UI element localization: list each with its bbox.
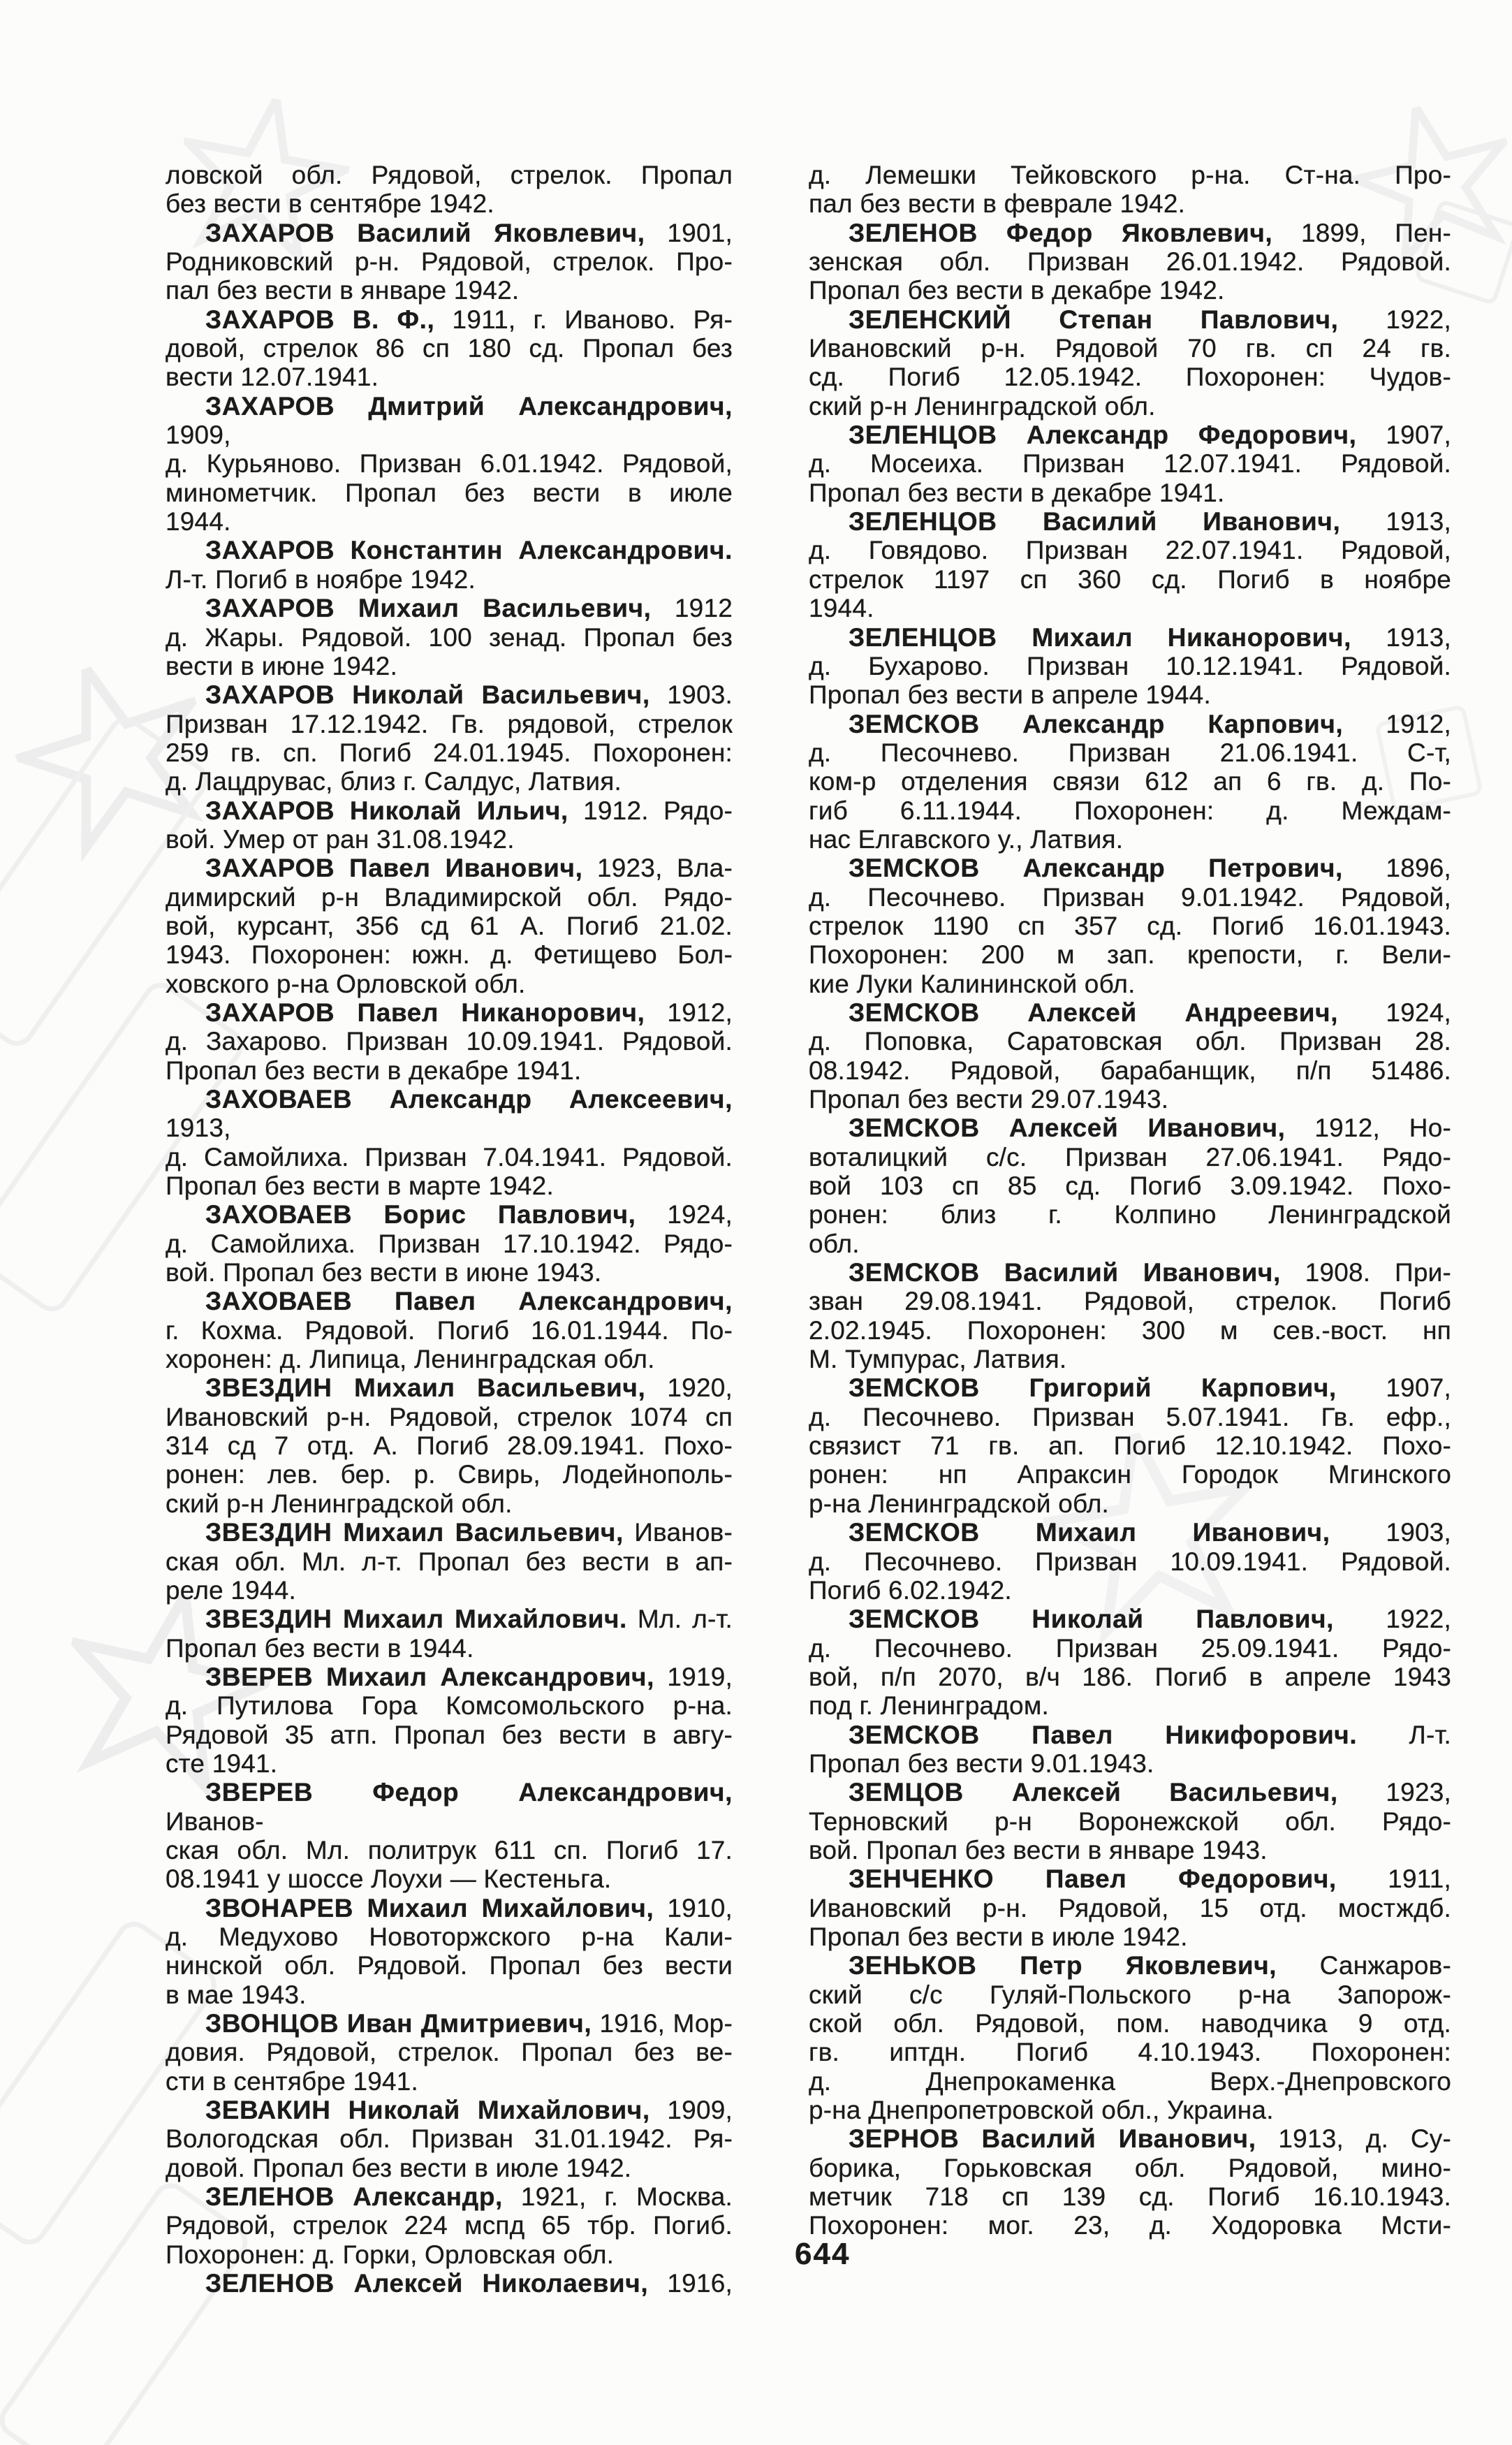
text-line: 2.02.1945. Похоронен: 300 м сев.-вост. нп bbox=[809, 1315, 1451, 1345]
text-line: ский р-н Ленинградской обл. bbox=[166, 1489, 513, 1518]
entry-first-line: ЗЕЛЕНОВ Федор Яковлевич, 1899, Пен- bbox=[849, 218, 1452, 247]
text-line: пал без вести в феврале 1942. bbox=[809, 189, 1186, 219]
entry-first-line: ЗАХАРОВ Михаил Васильевич, 1912 bbox=[205, 594, 733, 623]
text-line: нас Елгавского у., Латвия. bbox=[809, 824, 1124, 854]
text-line: 08.1942. Рядовой, барабанщик, п/п 51486. bbox=[809, 1056, 1451, 1085]
entry-first-line: ЗЕЛЕНОВ Алексей Николаевич, 1916, bbox=[205, 2269, 733, 2298]
text-line: 1943. Похоронен: южн. д. Фетищево Бол- bbox=[166, 940, 733, 970]
text-line: вой. Умер от ран 31.08.1942. bbox=[166, 824, 515, 854]
entry-name: ЗЕМСКОВ Григорий Карпович, bbox=[849, 1373, 1337, 1403]
text-line: Ивановский р-н. Рядовой 70 гв. сп 24 гв. bbox=[809, 334, 1451, 363]
text-line: гв. иптдн. Погиб 4.10.1943. Похоронен: bbox=[809, 2038, 1451, 2067]
entry-first-line: ЗЕРНОВ Василий Иванович, 1913, д. Су- bbox=[849, 2124, 1451, 2154]
text-line: связист 71 гв. ап. Погиб 12.10.1942. Похо- bbox=[809, 1431, 1451, 1461]
entry-first-line: ЗЕНЧЕНКО Павел Федорович, 1911, bbox=[849, 1864, 1452, 1894]
entry-first-line: ЗЕМСКОВ Александр Петрович, 1896, bbox=[849, 854, 1452, 883]
text-line: довия. Рядовой, стрелок. Пропал без ве- bbox=[166, 2038, 733, 2067]
text-line: ская обл. Мл. политрук 611 сп. Погиб 17. bbox=[166, 1835, 733, 1864]
text-line: д. Лемешки Тейковского р-на. Ст-на. Про- bbox=[809, 161, 1451, 189]
text-line: борика, Горьковская обл. Рядовой, мино- bbox=[809, 2153, 1451, 2182]
entry-first-line: ЗАХАРОВ Николай Ильич, 1912. Рядо- bbox=[205, 796, 733, 825]
entry-first-line: ЗАХАРОВ Павел Иванович, 1923, Вла- bbox=[205, 854, 733, 883]
entry-first-line: ЗЕЛЕНСКИЙ Степан Павлович, 1922, bbox=[849, 305, 1451, 334]
entry-name: ЗЕЛЕНЦОВ Михаил Никанорович, bbox=[849, 622, 1351, 652]
entry-name: ЗЕМСКОВ Александр Петрович, bbox=[849, 854, 1343, 883]
text-line: Призван 17.12.1942. Гв. рядовой, стрелок bbox=[166, 709, 733, 738]
entry-name: ЗЕМСКОВ Павел Никифорович. bbox=[849, 1720, 1358, 1749]
text-line: д. Песочнево. Призван 9.01.1942. Рядовой, bbox=[809, 882, 1451, 912]
text-line: ком-р отделения связи 612 ап 6 гв. д. По- bbox=[809, 767, 1451, 796]
text-line: кие Луки Калининской обл. bbox=[809, 969, 1136, 998]
text-line: д. Медухово Новоторжского р-на Кали- bbox=[166, 1922, 733, 1951]
entry-first-line: ЗЕВАКИН Николай Михайлович, 1909, bbox=[205, 2096, 733, 2125]
text-line: минометчик. Пропал без вести в июле bbox=[166, 478, 733, 507]
text-line: Пропал без вести 9.01.1943. bbox=[809, 1749, 1154, 1778]
entry-first-line: ЗВОНЦОВ Иван Дмитриевич, 1916, Мор- bbox=[205, 2009, 733, 2038]
entry-first-line: ЗЕМЦОВ Алексей Васильевич, 1923, bbox=[849, 1778, 1451, 1807]
entry-name: ЗАХАРОВ Дмитрий Александрович, bbox=[205, 391, 733, 421]
text-line: без вести в сентябре 1942. bbox=[166, 189, 494, 219]
text-line: Погиб 6.02.1942. bbox=[809, 1575, 1012, 1605]
text-line: д. Самойлиха. Призван 7.04.1941. Рядовой. bbox=[166, 1142, 733, 1172]
text-line: вой, курсант, 356 сд 61 А. Погиб 21.02. bbox=[166, 911, 733, 940]
entry-first-line: ЗАХАРОВ В. Ф., 1911, г. Иваново. Ря- bbox=[205, 305, 733, 334]
text-line: воталицкий с/с. Призван 27.06.1941. Рядо- bbox=[809, 1142, 1451, 1172]
text-line: д. Захарово. Призван 10.09.1941. Рядовой. bbox=[166, 1027, 733, 1056]
entry-name: ЗВОНЦОВ Иван Дмитриевич, bbox=[205, 2009, 592, 2038]
entry-name: ЗЕЛЕНЦОВ Александр Федорович, bbox=[849, 421, 1357, 450]
text-column-right bbox=[809, 161, 1451, 2240]
text-line: довой. Пропал без вести в июле 1942. bbox=[166, 2153, 632, 2182]
text-line: Похоронен: 200 м зап. крепости, г. Вели- bbox=[809, 940, 1451, 970]
entry-name: ЗАХАРОВ Павел Иванович, bbox=[205, 854, 583, 883]
entry-first-line: ЗЕМСКОВ Александр Карпович, 1912, bbox=[849, 709, 1451, 738]
text-column-left bbox=[166, 161, 733, 2298]
entry-name: ЗЕЛЕНОВ Алексей Николаевич, bbox=[205, 2269, 649, 2298]
entry-first-line: ЗАХАРОВ Дмитрий Александрович, 1909, bbox=[166, 391, 733, 450]
entry-name: ЗЕЛЕНОВ Александр, bbox=[205, 2182, 503, 2212]
text-line: гиб 6.11.1944. Похоронен: д. Междам- bbox=[809, 796, 1451, 825]
text-line: д. Песочнево. Призван 10.09.1941. Рядовой. bbox=[809, 1547, 1451, 1576]
entry-first-line: ЗАХАРОВ Павел Никанорович, 1912, bbox=[205, 998, 733, 1027]
text-line: обл. bbox=[809, 1229, 860, 1258]
text-line: довой, стрелок 86 сп 180 сд. Пропал без bbox=[166, 334, 733, 363]
entry-name: ЗЕМСКОВ Александр Карпович, bbox=[849, 709, 1344, 738]
entry-first-line: ЗВОНАРЕВ Михаил Михайлович, 1910, bbox=[205, 1893, 733, 1922]
entry-first-line bbox=[166, 536, 733, 564]
text-line: д. Жары. Рядовой. 100 зенад. Пропал без bbox=[166, 622, 733, 652]
text-line: Пропал без вести в декабре 1941. bbox=[809, 478, 1225, 507]
text-line: ский с/с Гуляй-Польского р-на Запорож- bbox=[809, 1980, 1451, 2009]
entry-first-line: ЗВЕРЕВ Федор Александрович, Иванов- bbox=[166, 1778, 733, 1836]
text-line: 1944. bbox=[809, 594, 874, 623]
text-line: Рядовой 35 атп. Пропал без вести в авгу- bbox=[166, 1720, 733, 1749]
entry-name: ЗЕМСКОВ Михаил Иванович, bbox=[849, 1518, 1330, 1547]
entry-name: ЗАХАРОВ Василий Яковлевич, bbox=[205, 218, 645, 247]
entry-name: ЗАХАРОВ Николай Ильич, bbox=[205, 796, 568, 825]
text-line: под г. Ленинградом. bbox=[809, 1691, 1049, 1721]
text-line: д. Поповка, Саратовская обл. Призван 28. bbox=[809, 1027, 1451, 1056]
text-line: ронен: лев. бер. р. Свирь, Лодейнополь- bbox=[166, 1460, 733, 1489]
entry-first-line: ЗЕМСКОВ Григорий Карпович, 1907, bbox=[849, 1373, 1451, 1403]
entry-first-line: ЗАХАРОВ Николай Васильевич, 1903. bbox=[205, 680, 733, 710]
entry-first-line: ЗЕМСКОВ Василий Иванович, 1908. При- bbox=[849, 1258, 1451, 1287]
text-line: вести в июне 1942. bbox=[166, 651, 398, 680]
text-line: Пропал без вести в апреле 1944. bbox=[809, 680, 1211, 710]
text-line: ской обл. Рядовой, пом. наводчика 9 отд. bbox=[809, 2009, 1451, 2038]
entry-first-line: ЗЕЛЕНЦОВ Василий Иванович, 1913, bbox=[849, 507, 1452, 537]
entry-name: ЗВЕЗДИН Михаил Васильевич, bbox=[205, 1373, 646, 1403]
text-line: зенская обл. Призван 26.01.1942. Рядовой. bbox=[809, 247, 1451, 277]
text-line: метчик 718 сп 139 сд. Погиб 16.10.1943. bbox=[809, 2182, 1451, 2212]
text-line: д. Бухарово. Призван 10.12.1941. Рядовой. bbox=[809, 651, 1451, 680]
text-line: Рядовой, стрелок 224 мспд 65 тбр. Погиб. bbox=[166, 2211, 733, 2240]
entry-first-line: ЗЕЛЕНОВ Александр, 1921, г. Москва. bbox=[205, 2182, 733, 2212]
entry-name: ЗАХАРОВ Павел Никанорович, bbox=[205, 998, 645, 1027]
text-line: Родниковский р-н. Рядовой, стрелок. Про- bbox=[166, 247, 733, 277]
entry-first-line: ЗВЕЗДИН Михаил Михайлович. Мл. л-т. bbox=[205, 1605, 733, 1634]
entry-name: ЗЕМЦОВ Алексей Васильевич, bbox=[849, 1778, 1338, 1807]
entry-first-line: ЗАХОВАЕВ Борис Павлович, 1924, bbox=[205, 1200, 733, 1229]
entry-first-line: ЗВЕЗДИН Михаил Васильевич, 1920, bbox=[205, 1373, 733, 1403]
text-line: Похоронен: д. Горки, Орловская обл. bbox=[166, 2240, 615, 2269]
entry-first-line: ЗВЕРЕВ Михаил Александрович, 1919, bbox=[205, 1662, 733, 1691]
entry-name: ЗАХАРОВ Михаил Васильевич, bbox=[205, 594, 652, 623]
entry-first-line: ЗАХОВАЕВ Александр Алексеевич, 1913, bbox=[166, 1085, 733, 1143]
entry-name: ЗВОНАРЕВ Михаил Михайлович, bbox=[205, 1893, 654, 1922]
text-line: димирский р-н Владимирской обл. Рядо- bbox=[166, 882, 733, 912]
text-line: 259 гв. сп. Погиб 24.01.1945. Похоронен: bbox=[166, 738, 733, 767]
text-line: вой, п/п 2070, в/ч 186. Погиб в апреле 1943 bbox=[809, 1662, 1451, 1691]
entry-name: ЗЕМСКОВ Алексей Иванович, bbox=[849, 1114, 1286, 1143]
text-line: Ивановский р-н. Рядовой, 15 отд. мостждб. bbox=[809, 1893, 1451, 1922]
text-line: г. Кохма. Рядовой. Погиб 16.01.1944. По- bbox=[166, 1315, 733, 1345]
entry-first-line: ЗЕМСКОВ Николай Павлович, 1922, bbox=[849, 1605, 1451, 1634]
text-line: д. Курьяново. Призван 6.01.1942. Рядовой, bbox=[166, 449, 733, 479]
text-line: в мае 1943. bbox=[166, 1980, 307, 2009]
entry-name: ЗВЕЗДИН Михаил Васильевич, bbox=[205, 1518, 624, 1547]
entry-name: ЗЕВАКИН Николай Михайлович, bbox=[205, 2096, 650, 2125]
text-line: Пропал без вести в декабре 1941. bbox=[166, 1056, 582, 1085]
text-line: ронен: близ г. Колпино Ленинградской bbox=[809, 1200, 1451, 1229]
text-line: нинской обл. Рядовой. Пропал без вести bbox=[166, 1951, 733, 1980]
text-line: д. Днепрокаменка Верх.-Днепровского bbox=[809, 2066, 1451, 2096]
text-line: вой 103 сп 85 сд. Погиб 3.09.1942. Похо- bbox=[809, 1172, 1451, 1201]
entry-first-line: ЗАХАРОВ Василий Яковлевич, 1901, bbox=[205, 218, 733, 247]
text-line: сти в сентябре 1941. bbox=[166, 2066, 419, 2096]
text-line: Пропал без вести в декабре 1942. bbox=[809, 276, 1225, 305]
text-line: Пропал без вести в 1944. bbox=[166, 1633, 474, 1663]
text-line: д. Песочнево. Призван 5.07.1941. Гв. ефр., bbox=[809, 1402, 1451, 1431]
entry-name: ЗВЕЗДИН Михаил Михайлович. bbox=[205, 1605, 627, 1634]
entry-name: ЗЕНЧЕНКО Павел Федорович, bbox=[849, 1864, 1337, 1894]
text-line: Вологодская обл. Призван 31.01.1942. Ря- bbox=[166, 2124, 733, 2154]
text-line: 08.1941 у шоссе Лоухи — Кестеньга. bbox=[166, 1864, 612, 1894]
text-line: д. Самойлиха. Призван 17.10.1942. Рядо- bbox=[166, 1229, 733, 1258]
entry-name: ЗАХАРОВ В. Ф., bbox=[205, 305, 435, 334]
text-line: 314 сд 7 отд. А. Погиб 28.09.1941. Похо- bbox=[166, 1431, 733, 1461]
entry-name: ЗЕМСКОВ Василий Иванович, bbox=[849, 1258, 1281, 1287]
entry-first-line: ЗЕЛЕНЦОВ Михаил Никанорович, 1913, bbox=[849, 622, 1451, 652]
entry-first-line: ЗВЕЗДИН Михаил Васильевич, Иванов- bbox=[205, 1518, 733, 1547]
entry-name: ЗЕМСКОВ Николай Павлович, bbox=[849, 1605, 1335, 1634]
text-line: д. Мосеиха. Призван 12.07.1941. Рядовой. bbox=[809, 449, 1451, 479]
text-line: д. Песочнево. Призван 25.09.1941. Рядо- bbox=[809, 1633, 1451, 1663]
text-line: Пропал без вести 29.07.1943. bbox=[809, 1085, 1169, 1114]
text-line: хоронен: д. Липица, Ленинградская обл. bbox=[166, 1345, 655, 1374]
entry-name: ЗЕЛЕНЦОВ Василий Иванович, bbox=[849, 507, 1341, 537]
text-line: ховского р-на Орловской обл. bbox=[166, 969, 526, 998]
text-line: Терновский р-н Воронежской обл. Рядо- bbox=[809, 1807, 1451, 1836]
text-line: ская обл. Мл. л-т. Пропал без вести в ап- bbox=[166, 1547, 733, 1576]
text-line: Л-т. Погиб в ноябре 1942. bbox=[166, 564, 476, 594]
text-line: 1944. bbox=[166, 507, 231, 537]
entry-name: ЗВЕРЕВ Михаил Александрович, bbox=[205, 1662, 655, 1691]
entry-name: ЗЕРНОВ Василий Иванович, bbox=[849, 2124, 1256, 2154]
text-line: д. Лацдрувас, близ г. Салдус, Латвия. bbox=[166, 767, 622, 796]
text-line: сд. Погиб 12.05.1942. Похоронен: Чудов- bbox=[809, 363, 1451, 392]
text-line: Ивановский р-н. Рядовой, стрелок 1074 сп bbox=[166, 1402, 733, 1431]
text-line: р-на Днепропетровской обл., Украина. bbox=[809, 2096, 1274, 2125]
entry-name: ЗАХАРОВ Константин Александрович. bbox=[205, 536, 733, 565]
text-line: вой. Пропал без вести в июне 1943. bbox=[166, 1258, 602, 1287]
entry-name: ЗЕЛЕНОВ Федор Яковлевич, bbox=[849, 218, 1273, 247]
text-line: д. Песочнево. Призван 21.06.1941. С-т, bbox=[809, 738, 1451, 767]
entry-name: ЗЕНЬКОВ Петр Яковлевич, bbox=[849, 1951, 1277, 1980]
text-line: ронен: нп Апраксин Городок Мгинского bbox=[809, 1460, 1451, 1489]
entry-first-line: ЗЕМСКОВ Павел Никифорович. Л-т. bbox=[849, 1720, 1451, 1749]
text-line: стрелок 1197 сп 360 сд. Погиб в ноябре bbox=[809, 564, 1451, 594]
text-line: Пропал без вести в июле 1942. bbox=[809, 1922, 1188, 1951]
text-line: реле 1944. bbox=[166, 1575, 296, 1605]
entry-first-line: ЗЕЛЕНЦОВ Александр Федорович, 1907, bbox=[849, 421, 1451, 450]
text-line: вести 12.07.1941. bbox=[166, 363, 379, 392]
text-line: вой. Пропал без вести в январе 1943. bbox=[809, 1835, 1268, 1864]
text-line: М. Тумпурас, Латвия. bbox=[809, 1345, 1067, 1374]
text-line: д. Путилова Гора Комсомольского р-на. bbox=[166, 1691, 733, 1721]
entry-first-line: ЗЕМСКОВ Алексей Иванович, 1912, Но- bbox=[849, 1114, 1451, 1143]
text-line: стрелок 1190 сп 357 сд. Погиб 16.01.1943. bbox=[809, 911, 1451, 940]
entry-name: ЗЕМСКОВ Алексей Андреевич, bbox=[849, 998, 1339, 1027]
text-line: сте 1941. bbox=[166, 1749, 278, 1778]
entry-name: ЗЕЛЕНСКИЙ Степан Павлович, bbox=[849, 305, 1339, 334]
entry-first-line: ЗЕНЬКОВ Петр Яковлевич, Санжаров- bbox=[849, 1951, 1451, 1980]
text-line: пал без вести в январе 1942. bbox=[166, 276, 520, 305]
entry-first-line: ЗЕМСКОВ Михаил Иванович, 1903, bbox=[849, 1518, 1452, 1547]
text-line: ский р-н Ленинградской обл. bbox=[809, 391, 1156, 421]
text-line: р-на Ленинградской обл. bbox=[809, 1489, 1110, 1518]
entry-name: ЗАХОВАЕВ Борис Павлович, bbox=[205, 1200, 636, 1229]
text-line: д. Говядово. Призван 22.07.1941. Рядовой, bbox=[809, 536, 1451, 565]
text-line: Пропал без вести в марте 1942. bbox=[166, 1172, 554, 1201]
entry-name: ЗАХАРОВ Николай Васильевич, bbox=[205, 680, 650, 710]
text-line: ловской обл. Рядовой, стрелок. Пропал bbox=[166, 161, 733, 189]
text-line: зван 29.08.1941. Рядовой, стрелок. Погиб bbox=[809, 1287, 1451, 1316]
entry-first-line bbox=[166, 1287, 733, 1315]
entry-first-line: ЗЕМСКОВ Алексей Андреевич, 1924, bbox=[849, 998, 1452, 1027]
entry-name: ЗАХОВАЕВ Павел Александрович, bbox=[205, 1287, 733, 1316]
text-line: Похоронен: мог. 23, д. Ходоровка Мсти- bbox=[809, 2211, 1451, 2240]
entry-name: ЗАХОВАЕВ Александр Алексеевич, bbox=[205, 1085, 733, 1114]
entry-name: ЗВЕРЕВ Федор Александрович, bbox=[205, 1778, 733, 1807]
page-number: 644 bbox=[795, 2237, 851, 2271]
